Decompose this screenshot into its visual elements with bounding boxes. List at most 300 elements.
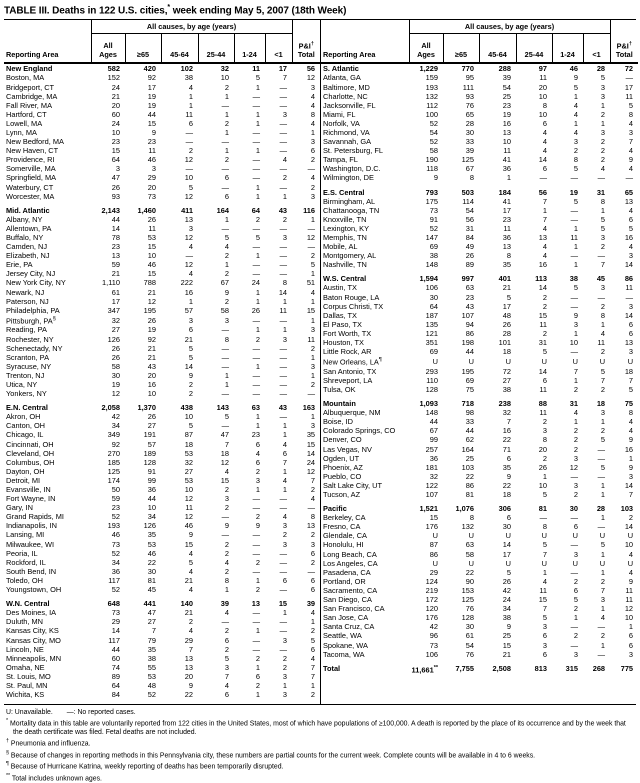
value-cell: —: [570, 622, 578, 632]
value-cell: —: [221, 512, 229, 522]
value-cell: 21: [502, 283, 511, 293]
reporting-area-cell: Cleveland, OH: [6, 448, 55, 458]
value-cell: 10: [147, 251, 156, 261]
value-cell: 86: [429, 549, 438, 559]
value-cell: 7: [188, 644, 193, 654]
value-cell: —: [252, 379, 260, 389]
footnote-list: [6, 717, 634, 783]
value-cell: 5: [628, 384, 634, 394]
value-cell: 45: [147, 585, 156, 595]
value-cell: 2: [600, 137, 606, 147]
reporting-area-cell: Fresno, CA: [323, 522, 361, 532]
reporting-area-cell: Paterson, NJ: [6, 296, 49, 306]
value-cell: 3: [282, 334, 288, 344]
value-cell: 6: [310, 548, 316, 558]
value-cell: 96: [429, 631, 438, 641]
value-cell: 997: [461, 274, 474, 284]
value-cell: —: [279, 557, 288, 567]
value-cell: 8: [224, 575, 229, 585]
value-cell: 4: [573, 127, 578, 137]
value-cell: 1: [282, 485, 288, 495]
value-cell: 2: [224, 251, 229, 261]
value-cell: 10: [220, 73, 229, 83]
value-cell: 2: [310, 530, 316, 540]
value-cell: 3: [628, 251, 634, 261]
value-cell: 53: [147, 671, 156, 681]
value-cell: —: [185, 251, 193, 261]
value-cell: 16: [538, 260, 547, 270]
value-cell: 44: [465, 347, 474, 357]
city-row: [4, 92, 320, 101]
value-cell: 3: [310, 137, 316, 147]
value-cell: 5: [600, 462, 606, 472]
reporting-area-cell: Lincoln, NE: [6, 644, 44, 654]
value-cell: 7: [600, 585, 606, 595]
value-cell: 3: [628, 347, 634, 357]
value-cell: 41: [502, 196, 511, 206]
value-cell: 14: [306, 448, 316, 458]
value-cell: 20: [147, 370, 156, 380]
value-cell: 14: [624, 260, 634, 270]
reporting-area-cell: Charlotte, NC: [323, 91, 368, 101]
value-cell: —: [279, 91, 288, 101]
city-row: [321, 173, 638, 182]
value-cell: 17: [624, 82, 634, 92]
value-cell: 17: [502, 301, 511, 311]
value-cell: —: [279, 626, 288, 636]
city-row: [321, 347, 638, 356]
value-cell: 8: [628, 408, 634, 418]
value-cell: —: [597, 251, 606, 261]
city-row: [4, 83, 320, 92]
value-cell: 1: [282, 430, 288, 440]
value-cell: 111: [462, 82, 474, 92]
value-cell: 36: [502, 233, 511, 243]
value-cell: 67: [429, 426, 438, 436]
value-cell: 30: [429, 292, 438, 302]
value-cell: 15: [538, 595, 547, 605]
value-cell: 51: [306, 278, 316, 288]
value-cell: 5: [224, 653, 229, 663]
table-title-text: TABLE III. Deaths in 122 U.S. cities,: [4, 5, 168, 17]
value-cell: 8: [310, 512, 316, 522]
value-cell: 125: [461, 595, 474, 605]
value-cell: 1: [310, 214, 316, 224]
value-cell: 11: [185, 503, 193, 513]
reporting-area-cell: Hartford, CT: [6, 109, 47, 119]
value-cell: 52: [147, 690, 156, 700]
value-cell: 1: [255, 82, 260, 92]
table-title-week: week ending May 5, 2007 (18th Week): [170, 5, 347, 17]
city-row: [321, 119, 638, 128]
value-cell: 1: [573, 223, 578, 233]
value-cell: 1: [600, 319, 606, 329]
value-cell: 793: [425, 187, 438, 197]
city-row: [321, 83, 638, 92]
footnote: † Pneumonia and influenza.: [6, 738, 91, 748]
value-cell: 185: [107, 457, 120, 467]
value-cell: 44: [147, 494, 156, 504]
value-cell: 8: [542, 435, 547, 445]
reporting-area-cell: Kansas City, MO: [6, 635, 61, 645]
reporting-area-cell: Wilmington, DE: [323, 173, 374, 183]
value-cell: —: [307, 389, 316, 399]
value-cell: 6: [224, 191, 229, 201]
value-cell: 8: [224, 334, 229, 344]
reporting-area-cell: Scranton, PA: [6, 352, 49, 362]
value-cell: 34: [147, 512, 156, 522]
reporting-area-cell: Shreveport, LA: [323, 375, 373, 385]
reporting-area-cell: Miami, FL: [323, 109, 356, 119]
value-cell: —: [279, 315, 288, 325]
value-cell: 50: [111, 485, 120, 495]
pi-total-label: Total: [297, 50, 315, 60]
value-cell: 5: [188, 421, 193, 431]
value-cell: 47: [147, 608, 156, 618]
value-cell: —: [597, 649, 606, 659]
value-cell: 27: [502, 375, 511, 385]
all-ages-header: [91, 34, 125, 64]
value-cell: 18: [624, 366, 634, 376]
city-row: [321, 613, 638, 622]
reporting-area-cell: Pasadena, CA: [323, 567, 371, 577]
value-cell: 5: [188, 343, 193, 353]
value-cell: 63: [251, 403, 260, 413]
city-row: [4, 110, 320, 119]
value-cell: 1: [255, 662, 260, 672]
reporting-area-cell: Jacksonville, FL: [323, 100, 376, 110]
reporting-area-cell: Las Vegas, NV: [323, 444, 372, 454]
value-cell: 57: [147, 439, 156, 449]
value-cell: 89: [465, 260, 474, 270]
value-cell: 42: [429, 622, 438, 632]
value-cell: 15: [184, 539, 193, 549]
reporting-area-cell: Rochester, NY: [6, 334, 54, 344]
value-cell: 5: [506, 567, 511, 577]
value-cell: 2: [628, 513, 634, 523]
value-cell: —: [597, 292, 606, 302]
value-cell: 2: [188, 146, 193, 156]
region-row: [4, 594, 320, 608]
value-cell: 6: [628, 328, 634, 338]
reporting-area-cell: Fall River, MA: [6, 100, 52, 110]
value-cell: 4: [310, 91, 316, 101]
reporting-area-cell: Knoxville, TN: [323, 214, 367, 224]
value-cell: 8: [573, 155, 578, 165]
value-cell: 1: [310, 617, 316, 627]
value-cell: —: [570, 173, 578, 183]
value-cell: 1: [188, 296, 193, 306]
value-cell: 11: [539, 585, 547, 595]
value-cell: 24: [111, 118, 120, 128]
value-cell: —: [625, 173, 634, 183]
value-cell: 28: [596, 504, 606, 514]
value-cell: 46: [147, 260, 156, 270]
city-row: [321, 513, 638, 522]
value-cell: 18: [502, 347, 511, 357]
value-cell: 17: [278, 64, 288, 74]
footnote-marker: §: [6, 749, 9, 756]
value-cell: 6: [255, 439, 260, 449]
value-cell: 41: [502, 155, 511, 165]
value-cell: 6: [188, 325, 193, 335]
value-cell: 13: [306, 521, 316, 531]
value-cell: 5: [573, 595, 578, 605]
city-row: [4, 164, 320, 173]
value-cell: —: [252, 315, 260, 325]
value-cell: —: [252, 155, 260, 165]
city-row: [4, 467, 320, 476]
value-cell: 23: [502, 214, 511, 224]
value-cell: —: [252, 494, 260, 504]
value-cell: 13: [538, 233, 547, 243]
value-cell: 10: [147, 503, 156, 513]
legend-unavailable: U: Unavailable.: [6, 709, 53, 717]
value-cell: 2: [224, 566, 229, 576]
value-cell: 7: [600, 260, 606, 270]
value-cell: —: [570, 251, 578, 261]
value-cell: 1: [224, 379, 229, 389]
value-cell: 4: [310, 118, 316, 128]
value-cell: 48: [147, 680, 156, 690]
value-cell: 9: [628, 155, 634, 165]
age-lt1-header: <1: [583, 34, 610, 64]
value-cell: 190: [425, 155, 438, 165]
value-cell: 18: [220, 448, 229, 458]
reporting-area-cell: Gary, IN: [6, 503, 33, 513]
deaths-table-left: [4, 20, 320, 699]
value-cell: —: [185, 164, 193, 174]
value-cell: 3: [255, 475, 260, 485]
reporting-area-cell: W.S. Central: [323, 274, 367, 284]
value-cell: 103: [620, 504, 634, 514]
value-cell: 7: [628, 375, 634, 385]
reporting-area-cell: Austin, TX: [323, 283, 357, 293]
pi-total-label: Total: [615, 50, 633, 60]
reporting-area-cell: E.S. Central: [323, 187, 365, 197]
value-cell: 73: [111, 608, 120, 618]
value-cell: 107: [425, 490, 438, 500]
reporting-area-cell: Corpus Christi, TX: [323, 301, 384, 311]
value-cell: 24: [306, 457, 316, 467]
value-cell: 125: [107, 466, 120, 476]
value-cell: 91: [147, 466, 156, 476]
value-cell: 69: [465, 375, 474, 385]
value-cell: 6: [542, 118, 547, 128]
city-row: [321, 586, 638, 595]
value-cell: —: [570, 301, 578, 311]
value-cell: 55: [147, 662, 156, 672]
city-row: [4, 449, 320, 458]
city-row: [321, 206, 638, 215]
value-cell: —: [279, 389, 288, 399]
value-cell: 1,229: [419, 64, 438, 74]
value-cell: 1: [600, 205, 606, 215]
value-cell: 58: [465, 549, 474, 559]
value-cell: 9: [224, 287, 229, 297]
city-row: [321, 481, 638, 490]
city-row: [321, 155, 638, 164]
value-cell: 1,460: [137, 205, 156, 215]
value-cell: 97: [538, 64, 547, 74]
value-cell: 73: [429, 205, 438, 215]
value-cell: 7: [282, 73, 288, 83]
value-cell: 1: [573, 417, 578, 427]
value-cell: —: [252, 370, 260, 380]
value-cell: 14: [538, 155, 547, 165]
reporting-area-cell: Memphis, TN: [323, 233, 367, 243]
value-cell: 1,093: [419, 399, 438, 409]
value-cell: 2: [542, 301, 547, 311]
value-cell: 1: [573, 118, 578, 128]
value-cell: 26: [502, 319, 511, 329]
value-cell: 44: [147, 109, 156, 119]
value-cell: 11: [539, 73, 547, 83]
value-cell: 1: [255, 361, 260, 371]
value-cell: 35: [147, 644, 156, 654]
value-cell: 788: [143, 278, 156, 288]
value-cell: —: [252, 608, 260, 618]
value-cell: 106: [425, 283, 438, 293]
city-row: [321, 385, 638, 394]
city-row: [4, 335, 320, 344]
value-cell: 164: [461, 444, 474, 454]
city-row: [321, 463, 638, 472]
value-cell: —: [597, 453, 606, 463]
value-cell: 12: [184, 260, 193, 270]
age-1-24-header: 1-24: [234, 34, 265, 64]
value-cell: 16: [502, 426, 511, 436]
value-cell: 4: [224, 557, 229, 567]
value-cell: 1: [600, 604, 606, 614]
value-cell: 10: [111, 127, 120, 137]
value-cell: 81: [538, 504, 547, 514]
city-row: [4, 215, 320, 224]
value-cell: 3: [600, 595, 606, 605]
city-row: [4, 183, 320, 192]
reporting-area-cell: Elizabeth, NJ: [6, 251, 50, 261]
value-cell: 12: [306, 233, 316, 243]
reporting-area-cell: Utica, NY: [6, 379, 38, 389]
value-cell: 86: [624, 274, 634, 284]
value-cell: 1: [255, 412, 260, 422]
value-cell: 11: [625, 283, 634, 293]
footnote-marker: *: [6, 718, 9, 725]
value-cell: 44: [429, 417, 438, 427]
value-cell: 59: [111, 260, 120, 270]
reporting-area-cell: Providence, RI: [6, 155, 55, 165]
value-cell: 187: [425, 310, 438, 320]
value-cell: 2: [542, 292, 547, 302]
value-cell: 52: [111, 512, 120, 522]
value-cell: 10: [184, 173, 193, 183]
value-cell: 6: [542, 631, 547, 641]
value-cell: 2: [573, 426, 578, 436]
value-cell: 9: [628, 462, 634, 472]
reporting-area-cell: Detroit, MI: [6, 475, 41, 485]
reporting-area-cell: San Diego, CA: [323, 595, 372, 605]
value-cell: 1: [255, 287, 260, 297]
value-cell: U: [468, 356, 474, 366]
value-cell: 222: [180, 278, 193, 288]
value-cell: 2: [600, 347, 606, 357]
value-cell: 62: [465, 435, 474, 445]
table-body-right: [321, 63, 638, 674]
value-cell: 2: [255, 585, 260, 595]
value-cell: 2: [310, 343, 316, 353]
reporting-area-cell: Buffalo, NY: [6, 233, 44, 243]
value-cell: 58: [429, 146, 438, 156]
value-cell: 5: [310, 635, 316, 645]
value-cell: 4: [310, 100, 316, 110]
region-row: [4, 63, 320, 73]
value-cell: 5: [188, 352, 193, 362]
value-cell: 7: [310, 662, 316, 672]
value-cell: 6: [628, 214, 634, 224]
deaths-table: [4, 19, 636, 705]
value-cell: 6: [542, 375, 547, 385]
value-cell: 34: [502, 604, 511, 614]
value-cell: 4: [188, 269, 193, 279]
value-cell: U: [541, 531, 547, 541]
value-cell: 24: [502, 595, 511, 605]
city-row: [4, 128, 320, 137]
city-row: [321, 146, 638, 155]
value-cell: 19: [111, 379, 120, 389]
reporting-area-cell: San Antonio, TX: [323, 366, 377, 376]
value-cell: 112: [426, 100, 438, 110]
value-cell: —: [279, 370, 288, 380]
value-cell: 5: [600, 540, 606, 550]
value-cell: 4: [573, 100, 578, 110]
value-cell: 4: [224, 242, 229, 252]
value-cell: 33: [465, 137, 474, 147]
value-cell: 2: [542, 453, 547, 463]
value-cell: 4: [188, 548, 193, 558]
table-header-left: [4, 20, 320, 63]
value-cell: 6: [310, 575, 316, 585]
value-cell: 5: [600, 366, 606, 376]
city-row: [321, 595, 638, 604]
value-cell: 5: [310, 260, 316, 270]
reporting-area-cell: Syracuse, NY: [6, 361, 52, 371]
reporting-area-header: Reporting Area: [321, 20, 409, 63]
value-cell: —: [279, 548, 288, 558]
value-cell: —: [307, 566, 316, 576]
value-cell: 4: [188, 566, 193, 576]
reporting-area-cell: Glendale, CA: [323, 531, 367, 541]
value-cell: 4: [282, 439, 288, 449]
reporting-area-cell: New Bedford, MA: [6, 137, 64, 147]
value-cell: 20: [184, 671, 193, 681]
value-cell: 122: [425, 480, 438, 490]
value-cell: 3: [573, 480, 578, 490]
reporting-area-cell: Reading, PA: [6, 325, 47, 335]
value-cell: 3: [282, 109, 288, 119]
value-cell: 11: [503, 223, 511, 233]
value-cell: 2: [542, 328, 547, 338]
value-cell: 3: [542, 426, 547, 436]
value-cell: 5: [224, 233, 229, 243]
reporting-area-cell: Montgomery, AL: [323, 251, 377, 261]
value-cell: 1: [573, 328, 578, 338]
value-cell: 46: [569, 64, 578, 74]
value-cell: 2: [542, 417, 547, 427]
value-cell: 38: [184, 73, 193, 83]
value-cell: 438: [180, 403, 193, 413]
value-cell: 46: [184, 521, 193, 531]
value-cell: 4: [628, 164, 634, 174]
